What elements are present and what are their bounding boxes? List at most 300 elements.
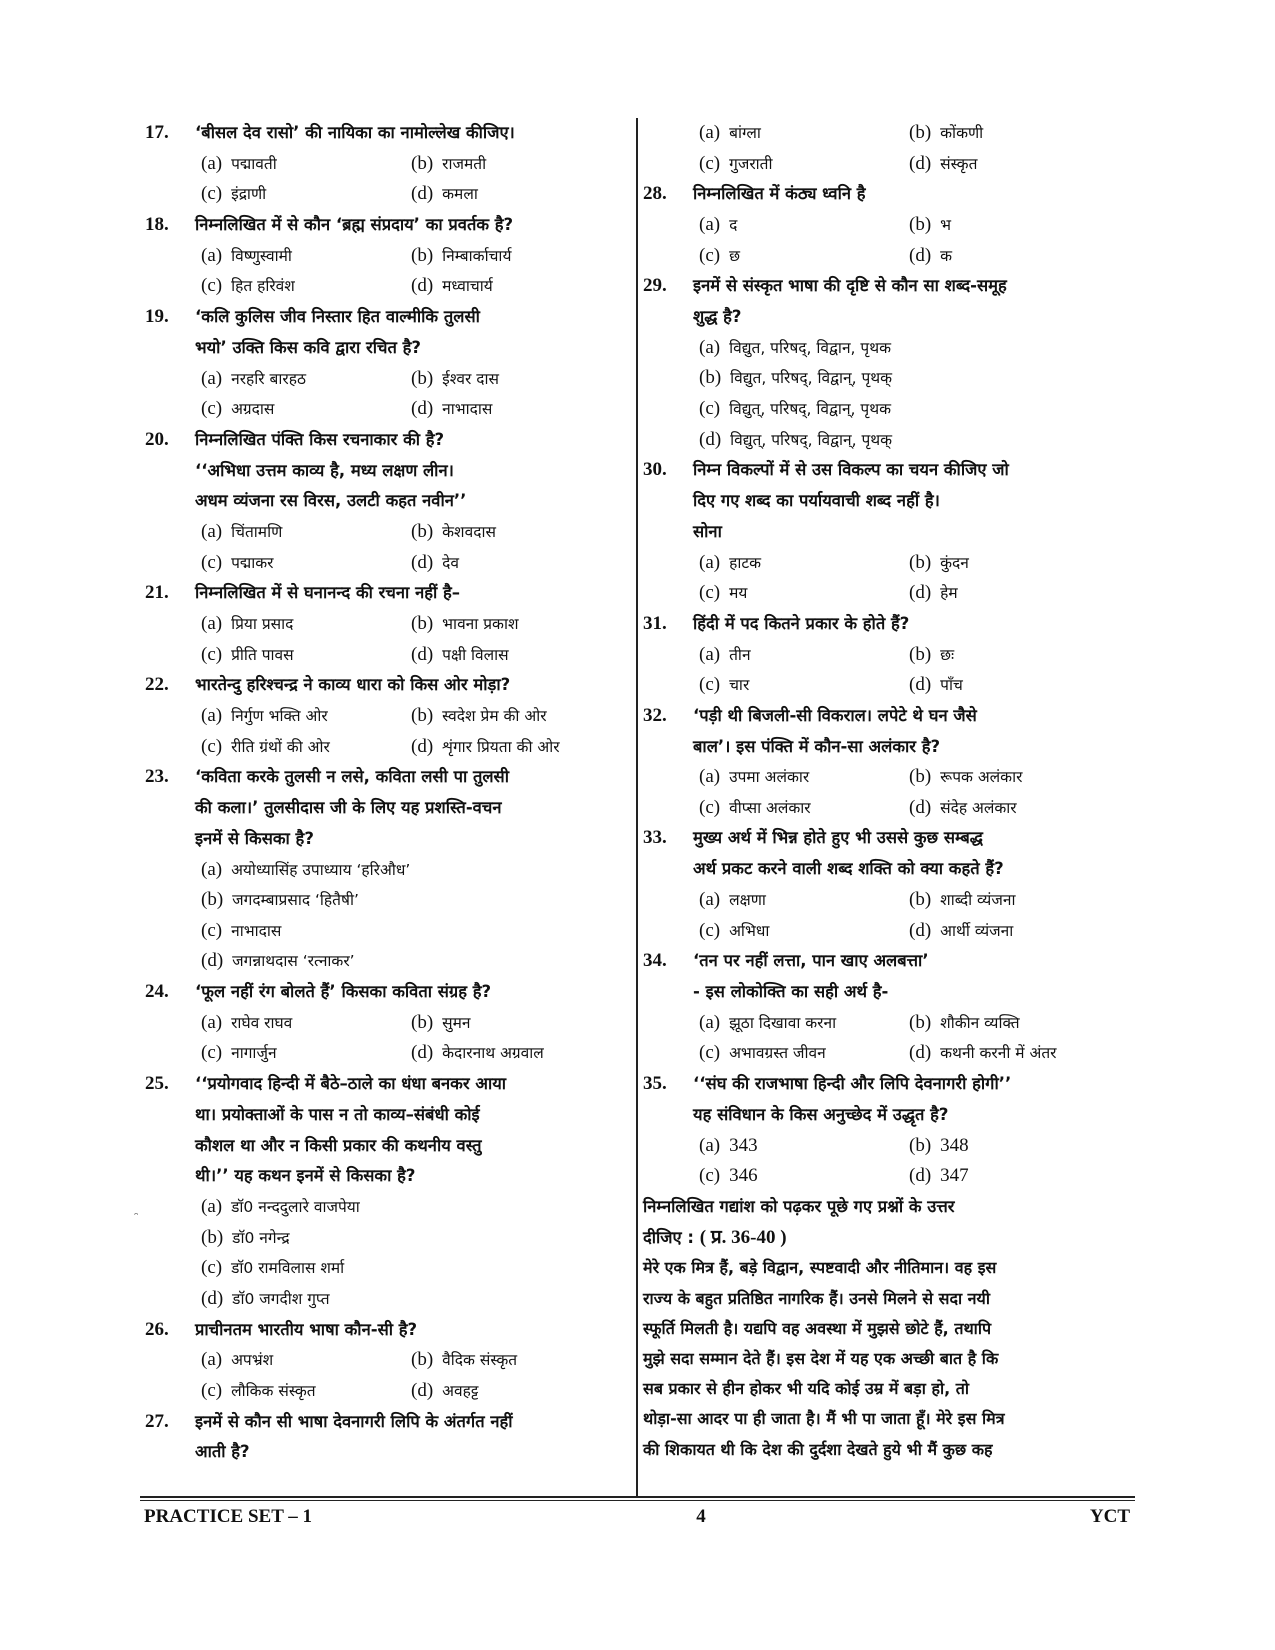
option-text: डॉ0 जगदीश गुप्त bbox=[232, 1290, 330, 1309]
question-item bbox=[145, 1315, 633, 1407]
answer-option bbox=[411, 609, 633, 640]
question-line: भयो’ उक्ति किस कवि द्वारा रचित है? bbox=[195, 337, 421, 357]
option-label: (c) bbox=[201, 183, 223, 205]
question-number: 30. bbox=[643, 459, 667, 481]
answer-option bbox=[909, 793, 1131, 824]
question-stem bbox=[145, 118, 633, 149]
question-stem bbox=[145, 425, 633, 517]
option-text: विद्युत्, परिषद्, विद्वान्, पृथक् bbox=[730, 430, 893, 449]
answer-option bbox=[411, 517, 633, 548]
question-item bbox=[643, 946, 1131, 1069]
option-text: विद्युत्, परिषद्, विद्वान्, पृथक bbox=[729, 399, 892, 418]
answer-option bbox=[909, 1008, 1131, 1039]
option-text: उपमा अलंकार bbox=[729, 768, 810, 787]
option-label: (a) bbox=[699, 213, 721, 235]
answer-options bbox=[145, 609, 633, 670]
answer-option bbox=[201, 394, 411, 425]
option-label: (b) bbox=[411, 613, 434, 635]
option-label: (c) bbox=[699, 919, 721, 941]
question-stem bbox=[145, 1407, 633, 1469]
option-label: (c) bbox=[699, 1042, 721, 1064]
option-text: पद्माकर bbox=[231, 553, 274, 572]
question-stem bbox=[643, 609, 1131, 640]
option-text: अयोध्यासिंह उपाध्याय ‘हरिऔध’ bbox=[231, 860, 411, 879]
answer-option bbox=[411, 149, 633, 180]
option-text: बांग्ला bbox=[729, 124, 761, 142]
option-text: अपभ्रंश bbox=[231, 1351, 274, 1370]
option-label: (d) bbox=[201, 950, 224, 972]
option-label: (c) bbox=[201, 735, 223, 757]
passage-line: मेरे एक मित्र हैं, बड़े विद्वान, स्पष्टवादी और नीतिमान। वह इस bbox=[643, 1258, 997, 1278]
option-text: ईश्वर दास bbox=[442, 369, 499, 388]
question-text bbox=[195, 670, 633, 701]
answer-option bbox=[909, 1131, 1131, 1162]
option-text: छ bbox=[729, 246, 740, 265]
answer-option bbox=[699, 241, 909, 272]
question-item bbox=[145, 425, 633, 579]
question-item bbox=[643, 271, 1131, 455]
answer-options bbox=[145, 149, 633, 210]
option-text: संदेह अलंकार bbox=[940, 798, 1017, 817]
option-label: (b) bbox=[411, 244, 434, 266]
answer-options bbox=[145, 517, 633, 578]
question-item bbox=[145, 977, 633, 1069]
option-label: (a) bbox=[201, 858, 223, 880]
option-label: (a) bbox=[201, 367, 223, 389]
option-label: (b) bbox=[411, 521, 434, 543]
answer-option bbox=[699, 640, 909, 671]
passage-instruction-line: निम्नलिखित गद्यांश को पढ़कर पूछे गए प्रश्नों के उत्तर bbox=[643, 1196, 955, 1216]
answer-options bbox=[145, 1345, 633, 1406]
left-column bbox=[145, 118, 633, 1468]
answer-option bbox=[201, 916, 633, 947]
question-text bbox=[195, 1315, 633, 1346]
answer-options bbox=[643, 1008, 1131, 1069]
question-stem bbox=[643, 701, 1131, 763]
question-text bbox=[195, 1407, 633, 1469]
answer-option bbox=[699, 548, 909, 579]
question-number: 26. bbox=[145, 1318, 169, 1340]
option-text: अभिधा bbox=[729, 921, 770, 940]
option-label: (b) bbox=[699, 367, 722, 389]
option-label: (a) bbox=[201, 613, 223, 635]
option-label: (c) bbox=[201, 919, 223, 941]
answer-option bbox=[699, 394, 1131, 425]
option-text: अभावग्रस्त जीवन bbox=[729, 1044, 826, 1063]
answer-option bbox=[201, 1008, 411, 1039]
option-label: (c) bbox=[201, 1042, 223, 1064]
passage-line: मुझे सदा सम्मान देते हैं। इस देश में यह एक अच्छी बात है कि bbox=[643, 1349, 999, 1369]
answer-options bbox=[145, 241, 633, 302]
answer-options bbox=[145, 1008, 633, 1069]
question-range: ( प्र. 36-40 ) bbox=[699, 1226, 787, 1248]
answer-option bbox=[411, 548, 633, 579]
question-item bbox=[145, 1407, 633, 1469]
option-text: हेम bbox=[940, 584, 958, 603]
question-number: 23. bbox=[145, 766, 169, 788]
option-label: (b) bbox=[411, 1011, 434, 1033]
option-text: झूठा दिखावा करना bbox=[729, 1013, 837, 1032]
option-label: (b) bbox=[909, 889, 932, 911]
option-text: कोंकणी bbox=[940, 124, 984, 142]
answer-option bbox=[411, 1038, 633, 1069]
question-line: - इस लोकोक्ति का सही अर्थ है- bbox=[693, 982, 889, 1002]
option-label: (b) bbox=[909, 122, 932, 143]
answer-option bbox=[699, 1038, 909, 1069]
option-label: (c) bbox=[201, 275, 223, 297]
answer-option bbox=[201, 271, 411, 302]
answer-options bbox=[643, 333, 1131, 455]
question-text bbox=[693, 701, 1131, 763]
option-text: डॉ0 नगेन्द्र bbox=[232, 1228, 290, 1247]
question-item bbox=[145, 118, 633, 210]
question-stem bbox=[145, 762, 633, 854]
page-footer bbox=[144, 1506, 1130, 1528]
answer-options bbox=[145, 364, 633, 425]
question-text bbox=[195, 425, 633, 517]
publisher-label: YCT bbox=[1089, 1506, 1130, 1527]
option-text: निर्गुण भक्ति ओर bbox=[231, 707, 328, 726]
q27-continued-options bbox=[643, 118, 1131, 179]
option-label: (d) bbox=[411, 183, 434, 205]
option-text: रीति ग्रंथों की ओर bbox=[231, 737, 330, 756]
answer-option bbox=[411, 271, 633, 302]
option-label: (b) bbox=[411, 367, 434, 389]
question-number: 22. bbox=[145, 674, 169, 696]
question-line: कौशल था और न किसी प्रकार की कथनीय वस्तु bbox=[195, 1135, 482, 1155]
option-label: (b) bbox=[411, 152, 434, 174]
answer-option bbox=[201, 855, 633, 886]
passage-instruction-text: दीजिए : bbox=[643, 1227, 700, 1247]
answer-option bbox=[411, 701, 633, 732]
option-text: नाभादास bbox=[231, 921, 282, 940]
question-stem bbox=[145, 977, 633, 1008]
answer-option bbox=[201, 1376, 411, 1407]
option-label: (c) bbox=[699, 674, 721, 696]
answer-option bbox=[201, 1253, 633, 1284]
question-line: ‘पड़ी थी बिजली-सी विकराल। लपेटे थे घन जैसे bbox=[693, 705, 977, 725]
question-item bbox=[643, 823, 1131, 946]
question-line: इनमें से संस्कृत भाषा की दृष्टि से कौन सा शब्द-समूह bbox=[693, 276, 1007, 296]
question-stem bbox=[145, 670, 633, 701]
question-number: 25. bbox=[145, 1073, 169, 1095]
question-stem bbox=[145, 302, 633, 364]
answer-option bbox=[699, 916, 909, 947]
option-text: मय bbox=[729, 584, 748, 603]
option-label: (a) bbox=[699, 336, 721, 358]
question-line: निम्न विकल्पों में से उस विकल्प का चयन कीजिए जो bbox=[693, 460, 1009, 480]
option-text: स्वदेश प्रेम की ओर bbox=[442, 707, 547, 726]
question-line: ‘तन पर नहीं लत्ता, पान खाए अलबत्ता’ bbox=[693, 951, 929, 971]
option-label: (c) bbox=[699, 244, 721, 266]
option-text: नरहरि बारहठ bbox=[231, 369, 306, 388]
question-item bbox=[145, 670, 633, 762]
answer-option bbox=[909, 670, 1131, 701]
option-text: नागार्जुन bbox=[231, 1044, 277, 1063]
option-label: (b) bbox=[909, 1011, 932, 1033]
answer-option bbox=[201, 701, 411, 732]
option-label: (b) bbox=[201, 1226, 224, 1248]
question-number: 27. bbox=[145, 1410, 169, 1432]
answer-option bbox=[909, 118, 1131, 149]
option-text: वीप्सा अलंकार bbox=[729, 798, 811, 817]
option-label: (d) bbox=[411, 551, 434, 573]
question-line: मुख्य अर्थ में भिन्न होते हुए भी उससे कुछ सम्बद्ध bbox=[693, 828, 983, 848]
answer-options bbox=[643, 640, 1131, 701]
footer-rule bbox=[140, 1496, 1135, 1498]
option-label: (d) bbox=[411, 1042, 434, 1064]
option-text: मध्वाचार्य bbox=[442, 277, 493, 296]
question-line: निम्नलिखित पंक्ति किस रचनाकार की है? bbox=[195, 429, 445, 449]
question-line: निम्नलिखित में कंठ्य ध्वनि है bbox=[693, 184, 866, 204]
option-text: चिंतामणि bbox=[231, 523, 283, 542]
question-text bbox=[195, 762, 633, 854]
passage-line: थोड़ा-सा आदर पा ही जाता है। मैं भी पा जाता हूँ। मेरे इस मित्र bbox=[643, 1409, 1005, 1429]
question-number: 19. bbox=[145, 305, 169, 327]
option-text: शाब्दी व्यंजना bbox=[940, 891, 1016, 910]
option-text: कथनी करनी में अंतर bbox=[940, 1044, 1057, 1063]
answer-option bbox=[909, 1161, 1131, 1192]
passage-line: सब प्रकार से हीन होकर भी यदि कोई उम्र में बड़ा हो, तो bbox=[643, 1379, 970, 1399]
option-label: (d) bbox=[909, 796, 932, 818]
option-text: हाटक bbox=[729, 553, 762, 572]
question-number: 32. bbox=[643, 704, 667, 726]
question-line: इनमें से कौन सी भाषा देवनागरी लिपि के अंतर्गत नहीं bbox=[195, 1411, 513, 1431]
question-line: प्राचीनतम भारतीय भाषा कौन-सी है? bbox=[195, 1319, 418, 1339]
answer-option bbox=[201, 732, 411, 763]
option-text: विष्णुस्वामी bbox=[231, 246, 292, 265]
option-label: (a) bbox=[201, 152, 223, 174]
question-line: सोना bbox=[693, 521, 722, 541]
question-line: निम्नलिखित में से कौन ‘ब्रह्म संप्रदाय’ का प्रवर्तक है? bbox=[195, 214, 514, 234]
option-label: (c) bbox=[699, 152, 721, 174]
option-text: डॉ0 रामविलास शर्मा bbox=[231, 1259, 345, 1278]
passage-line: स्फूर्ति मिलती है। यद्यपि वह अवस्था में मुझसे छोटे हैं, तथापि bbox=[643, 1318, 992, 1338]
question-number: 17. bbox=[145, 122, 169, 143]
answer-option bbox=[909, 916, 1131, 947]
question-line: शुद्ध है? bbox=[693, 306, 742, 326]
option-label: (a) bbox=[201, 1349, 223, 1371]
question-text bbox=[693, 179, 1131, 210]
answer-option bbox=[411, 1376, 633, 1407]
question-item bbox=[145, 762, 633, 977]
question-line: ‘कलि कुलिस जीव निस्तार हित वाल्मीकि तुलसी bbox=[195, 306, 480, 326]
answer-option bbox=[411, 394, 633, 425]
option-label: (d) bbox=[411, 275, 434, 297]
option-text: तीन bbox=[729, 645, 751, 664]
option-label: (d) bbox=[909, 919, 932, 941]
option-text: गुजराती bbox=[729, 154, 773, 173]
question-stem bbox=[145, 578, 633, 609]
answer-option bbox=[201, 1038, 411, 1069]
question-line: ‘फूल नहीं रंग बोलते हैं’ किसका कविता संग्रह है? bbox=[195, 982, 492, 1002]
option-label: (d) bbox=[909, 674, 932, 696]
page-number: 4 bbox=[696, 1506, 706, 1527]
option-label: (b) bbox=[411, 705, 434, 727]
option-label: (a) bbox=[201, 705, 223, 727]
answer-option bbox=[699, 578, 909, 609]
question-line: ‘‘अभिधा उत्तम काव्य है, मध्य लक्षण लीन। bbox=[195, 460, 454, 480]
answer-option bbox=[201, 179, 411, 210]
question-stem bbox=[145, 210, 633, 241]
question-line: अधम व्यंजना रस विरस, उलटी कहत नवीन’’ bbox=[195, 491, 467, 511]
question-number: 35. bbox=[643, 1073, 667, 1095]
option-text: सुमन bbox=[442, 1013, 471, 1032]
option-label: (b) bbox=[909, 551, 932, 573]
option-text: शौकीन व्यक्ति bbox=[940, 1013, 1020, 1032]
option-label: (c) bbox=[699, 582, 721, 604]
column-divider bbox=[636, 118, 638, 1496]
option-text: 348 bbox=[940, 1134, 969, 1156]
answer-options bbox=[145, 701, 633, 762]
option-text: राघेव राघव bbox=[231, 1013, 293, 1032]
option-text: पद्मावती bbox=[231, 154, 277, 173]
question-item bbox=[145, 578, 633, 670]
question-line: अर्थ प्रकट करने वाली शब्द शक्ति को क्या कहते हैं? bbox=[693, 859, 1004, 879]
question-line: ‘‘प्रयोगवाद हिन्दी में बैठे–ठाले का धंधा बनकर आया bbox=[195, 1074, 507, 1094]
answer-option bbox=[909, 640, 1131, 671]
option-label: (a) bbox=[699, 889, 721, 911]
question-number: 20. bbox=[145, 428, 169, 450]
option-label: (d) bbox=[699, 428, 722, 450]
option-label: (b) bbox=[909, 643, 932, 665]
question-item bbox=[145, 1069, 633, 1315]
option-label: (a) bbox=[699, 122, 721, 143]
answer-option bbox=[909, 1038, 1131, 1069]
question-line: ‘‘संघ की राजभाषा हिन्दी और लिपि देवनागरी होगी’’ bbox=[693, 1074, 1012, 1094]
answer-option bbox=[201, 1284, 633, 1315]
answer-option bbox=[411, 179, 633, 210]
option-text: क bbox=[940, 246, 953, 265]
footer-rule-thin bbox=[140, 1500, 1135, 1501]
answer-option bbox=[201, 149, 411, 180]
option-text: जगदम्बाप्रसाद ‘हितैषी’ bbox=[232, 891, 359, 910]
option-text: निम्बार्काचार्य bbox=[442, 246, 512, 265]
question-stem bbox=[643, 455, 1131, 547]
option-label: (d) bbox=[201, 1288, 224, 1310]
option-text: भ bbox=[940, 215, 952, 234]
answer-option bbox=[699, 425, 1131, 456]
option-text: कमला bbox=[442, 185, 478, 204]
question-line: भारतेन्दु हरिश्चन्द्र ने काव्य धारा को किस ओर मोड़ा? bbox=[195, 675, 511, 695]
answer-option bbox=[201, 517, 411, 548]
option-text: पक्षी विलास bbox=[442, 645, 509, 664]
option-label: (d) bbox=[411, 735, 434, 757]
option-text: नाभादास bbox=[442, 400, 493, 419]
answer-option bbox=[201, 609, 411, 640]
question-item bbox=[643, 455, 1131, 609]
option-label: (a) bbox=[201, 521, 223, 543]
question-line: हिंदी में पद कितने प्रकार के होते हैं? bbox=[693, 613, 910, 633]
option-text: शृंगार प्रियता की ओर bbox=[442, 737, 560, 756]
answer-options bbox=[643, 1131, 1131, 1192]
answer-option bbox=[411, 640, 633, 671]
right-column bbox=[643, 118, 1131, 1465]
answer-option bbox=[201, 1345, 411, 1376]
answer-option bbox=[699, 333, 1131, 364]
question-item bbox=[145, 210, 633, 302]
option-text: 347 bbox=[940, 1165, 969, 1187]
question-stem bbox=[643, 179, 1131, 210]
answer-option bbox=[699, 793, 909, 824]
question-text bbox=[195, 1069, 633, 1192]
answer-option bbox=[201, 1192, 633, 1223]
option-text: डॉ0 नन्ददुलारे वाजपेया bbox=[231, 1198, 360, 1217]
option-label: (b) bbox=[909, 213, 932, 235]
answer-option bbox=[699, 1161, 909, 1192]
answer-option bbox=[411, 1008, 633, 1039]
option-text: विद्युत, परिषद्, विद्वान्, पृथक् bbox=[730, 369, 893, 388]
question-text bbox=[195, 118, 633, 149]
option-text: आर्थी व्यंजना bbox=[940, 921, 1014, 940]
question-line: इनमें से किसका है? bbox=[195, 828, 314, 848]
question-line: थी।’’ यह कथन इनमें से किसका है? bbox=[195, 1166, 416, 1186]
answer-options bbox=[643, 210, 1131, 271]
answer-options bbox=[643, 548, 1131, 609]
question-number: 34. bbox=[643, 950, 667, 972]
option-label: (c) bbox=[699, 397, 721, 419]
stray-mark: ᵔ bbox=[134, 1210, 139, 1223]
question-line: आती है? bbox=[195, 1442, 250, 1462]
question-line: निम्नलिखित में से घनानन्द की रचना नहीं है– bbox=[195, 583, 461, 603]
question-text bbox=[693, 946, 1131, 1008]
option-text: राजमती bbox=[442, 154, 487, 173]
answer-option bbox=[201, 364, 411, 395]
option-text: इंद्राणी bbox=[231, 185, 267, 204]
answer-option bbox=[411, 364, 633, 395]
question-stem bbox=[145, 1315, 633, 1346]
answer-option bbox=[201, 1223, 633, 1254]
option-text: अवहट्ट bbox=[442, 1382, 479, 1400]
question-number: 18. bbox=[145, 213, 169, 235]
answer-option bbox=[699, 670, 909, 701]
answer-option bbox=[699, 885, 909, 916]
question-text bbox=[693, 455, 1131, 547]
question-number: 31. bbox=[643, 612, 667, 634]
question-text bbox=[195, 977, 633, 1008]
answer-option bbox=[699, 118, 909, 149]
answer-option bbox=[909, 762, 1131, 793]
answer-option bbox=[201, 946, 633, 977]
option-label: (c) bbox=[699, 1165, 721, 1187]
reading-passage bbox=[643, 1253, 1131, 1464]
option-label: (c) bbox=[201, 643, 223, 665]
question-line: यह संविधान के किस अनुच्छेद में उद्धृत है? bbox=[693, 1104, 949, 1124]
option-label: (b) bbox=[909, 766, 932, 788]
option-label: (d) bbox=[909, 152, 932, 174]
answer-option bbox=[909, 149, 1131, 180]
answer-option bbox=[411, 732, 633, 763]
option-label: (d) bbox=[411, 1380, 434, 1401]
option-text: संस्कृत bbox=[940, 154, 978, 173]
question-item bbox=[643, 701, 1131, 824]
question-number: 33. bbox=[643, 827, 667, 849]
question-number: 24. bbox=[145, 981, 169, 1003]
option-label: (b) bbox=[909, 1134, 932, 1156]
question-line: दिए गए शब्द का पर्यायवाची शब्द नहीं है। bbox=[693, 490, 940, 510]
option-text: लौकिक संस्कृत bbox=[231, 1382, 316, 1400]
option-label: (d) bbox=[909, 582, 932, 604]
answer-option bbox=[201, 885, 633, 916]
option-label: (a) bbox=[699, 551, 721, 573]
option-text: चार bbox=[729, 676, 750, 695]
option-label: (a) bbox=[201, 244, 223, 266]
answer-option bbox=[699, 149, 909, 180]
option-label: (c) bbox=[201, 398, 223, 420]
passage-line: की शिकायत थी कि देश की दुर्दशा देखते हुये भी मैं कुछ कह bbox=[643, 1439, 993, 1459]
option-label: (d) bbox=[909, 1165, 932, 1187]
answer-option bbox=[201, 640, 411, 671]
